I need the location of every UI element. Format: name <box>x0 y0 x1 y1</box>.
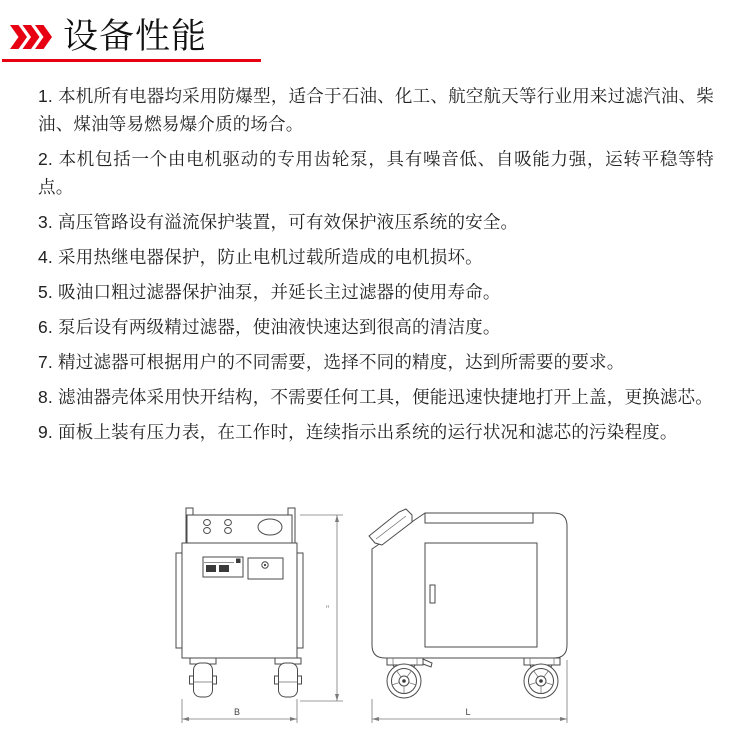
triple-chevron-icon <box>10 25 52 49</box>
dimension-label-l: L <box>465 707 471 717</box>
front-view-drawing <box>176 508 343 723</box>
section-header <box>0 0 750 70</box>
feature-item-6: 6. 泵后设有两级精过滤器，使油液快速达到很高的清洁度。 <box>38 317 501 337</box>
dimension-label-b: B <box>233 707 241 717</box>
technical-drawings <box>160 495 640 745</box>
feature-item-8: 8. 滤油器壳体采用快开结构，不需要任何工具，便能迅速快捷地打开上盖，更换滤芯。 <box>38 387 713 407</box>
title-underline <box>2 59 261 62</box>
feature-item-7: 7. 精过滤器可根据用户的不同需要，选择不同的精度，达到所需要的要求。 <box>38 352 625 372</box>
feature-list <box>38 82 714 453</box>
feature-item-5: 5. 吸油口粗过滤器保护油泵，并延长主过滤器的使用寿命。 <box>38 282 501 302</box>
feature-item-9: 9. 面板上装有压力表，在工作时，连续指示出系统的运行状况和滤芯的污染程度。 <box>38 422 678 442</box>
side-view-drawing <box>369 509 567 723</box>
dimension-label-height: H <box>326 604 330 609</box>
section-title: 设备性能 <box>63 17 208 56</box>
feature-item-2: 2. 本机包括一个由电机驱动的专用齿轮泵，具有噪音低、自吸能力强，运转平稳等特点。 <box>38 149 714 197</box>
equipment-drawing <box>160 495 640 745</box>
feature-item-3: 3. 高压管路设有溢流保护装置，可有效保护液压系统的安全。 <box>38 212 519 232</box>
feature-item-1: 1. 本机所有电器均采用防爆型，适合于石油、化工、航空航天等行业用来过滤汽油、柴油、煤油等易燃易爆介质的场合。 <box>38 86 714 134</box>
feature-item-4: 4. 采用热继电器保护，防止电机过载所造成的电机损坏。 <box>38 247 483 267</box>
